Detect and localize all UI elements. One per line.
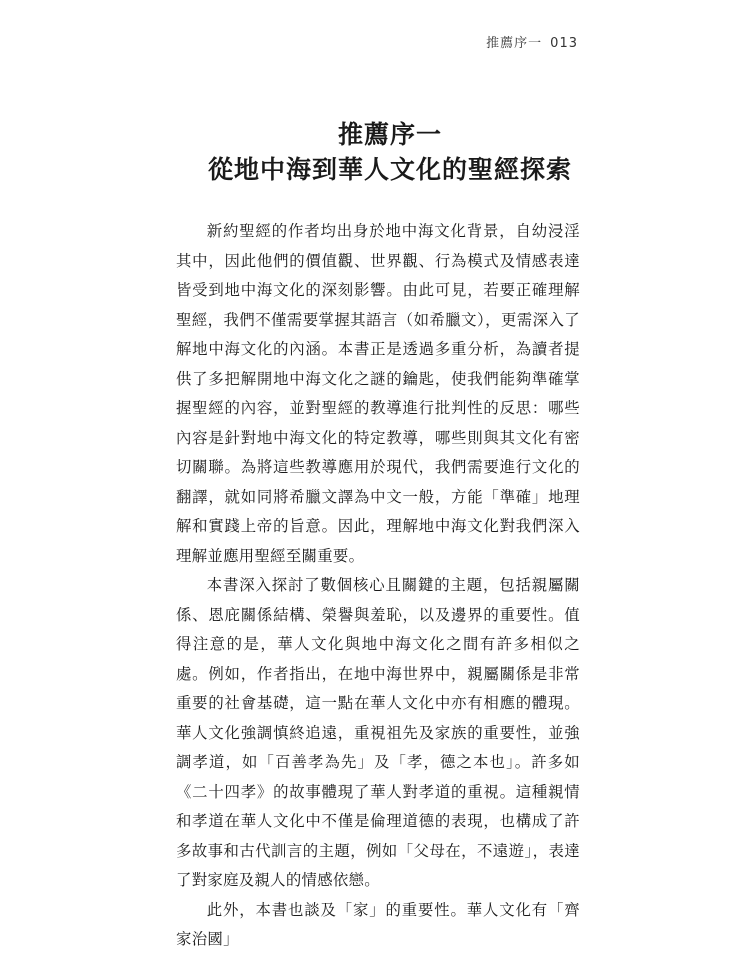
page-number: 013: [550, 36, 578, 51]
body-text: [176, 217, 580, 955]
header-label: 推薦序一: [486, 36, 543, 51]
paragraph: 此外，本書也談及「家」的重要性。華人文化有「齊家治國」: [176, 900, 580, 948]
title-line-2: 從地中海到華人文化的聖經探索: [207, 155, 572, 184]
paragraph: 新約聖經的作者均出身於地中海文化背景，自幼浸淫其中，因此他們的價值觀、世界觀、行為模式及情感表達皆受到地中海文化的深刻影響。由此可見，若要正確理解聖經，我們不僅需要掌握其語言（如希臘文），更需深入了解地中海文化的內涵。本書正是透過多重分析，為讀者提供了多把解開地中海文化之謎的鑰匙，使我們能夠準確掌握聖經的內容，並對聖經的教導進行批判性的反思：哪些內容是針對地中海文化的特定教導，哪些則與其文化有密切關聯。為將這些教導應用於現代，我們需要進行文化的翻譯，就如同將希臘文譯為中文一般，方能「準確」地理解和實踐上帝的旨意。因此，理解地中海文化對我們深入理解並應用聖經至關重要。: [176, 222, 580, 565]
chapter-title: [0, 118, 750, 188]
title-line-1: 推薦序一: [337, 120, 442, 149]
running-header: [486, 32, 578, 51]
paragraph: 本書深入探討了數個核心且關鍵的主題，包括親屬關係、恩庇關係結構、榮譽與羞恥，以及邊界的重要性。值得注意的是，華人文化與地中海文化之間有許多相似之處。例如，作者指出，在地中海世界中，親屬關係是非常重要的社會基礎，這一點在華人文化中亦有相應的體現。華人文化強調慎終追遠，重視祖先及家族的重要性，並強調孝道，如「百善孝為先」及「孝，德之本也」。許多如《二十四孝》的故事體現了華人對孝道的重視。這種親情和孝道在華人文化中不僅是倫理道德的表現，也構成了許多故事和古代訓言的主題，例如「父母在，不遠遊」，表達了對家庭及親人的情感依戀。: [176, 576, 580, 889]
